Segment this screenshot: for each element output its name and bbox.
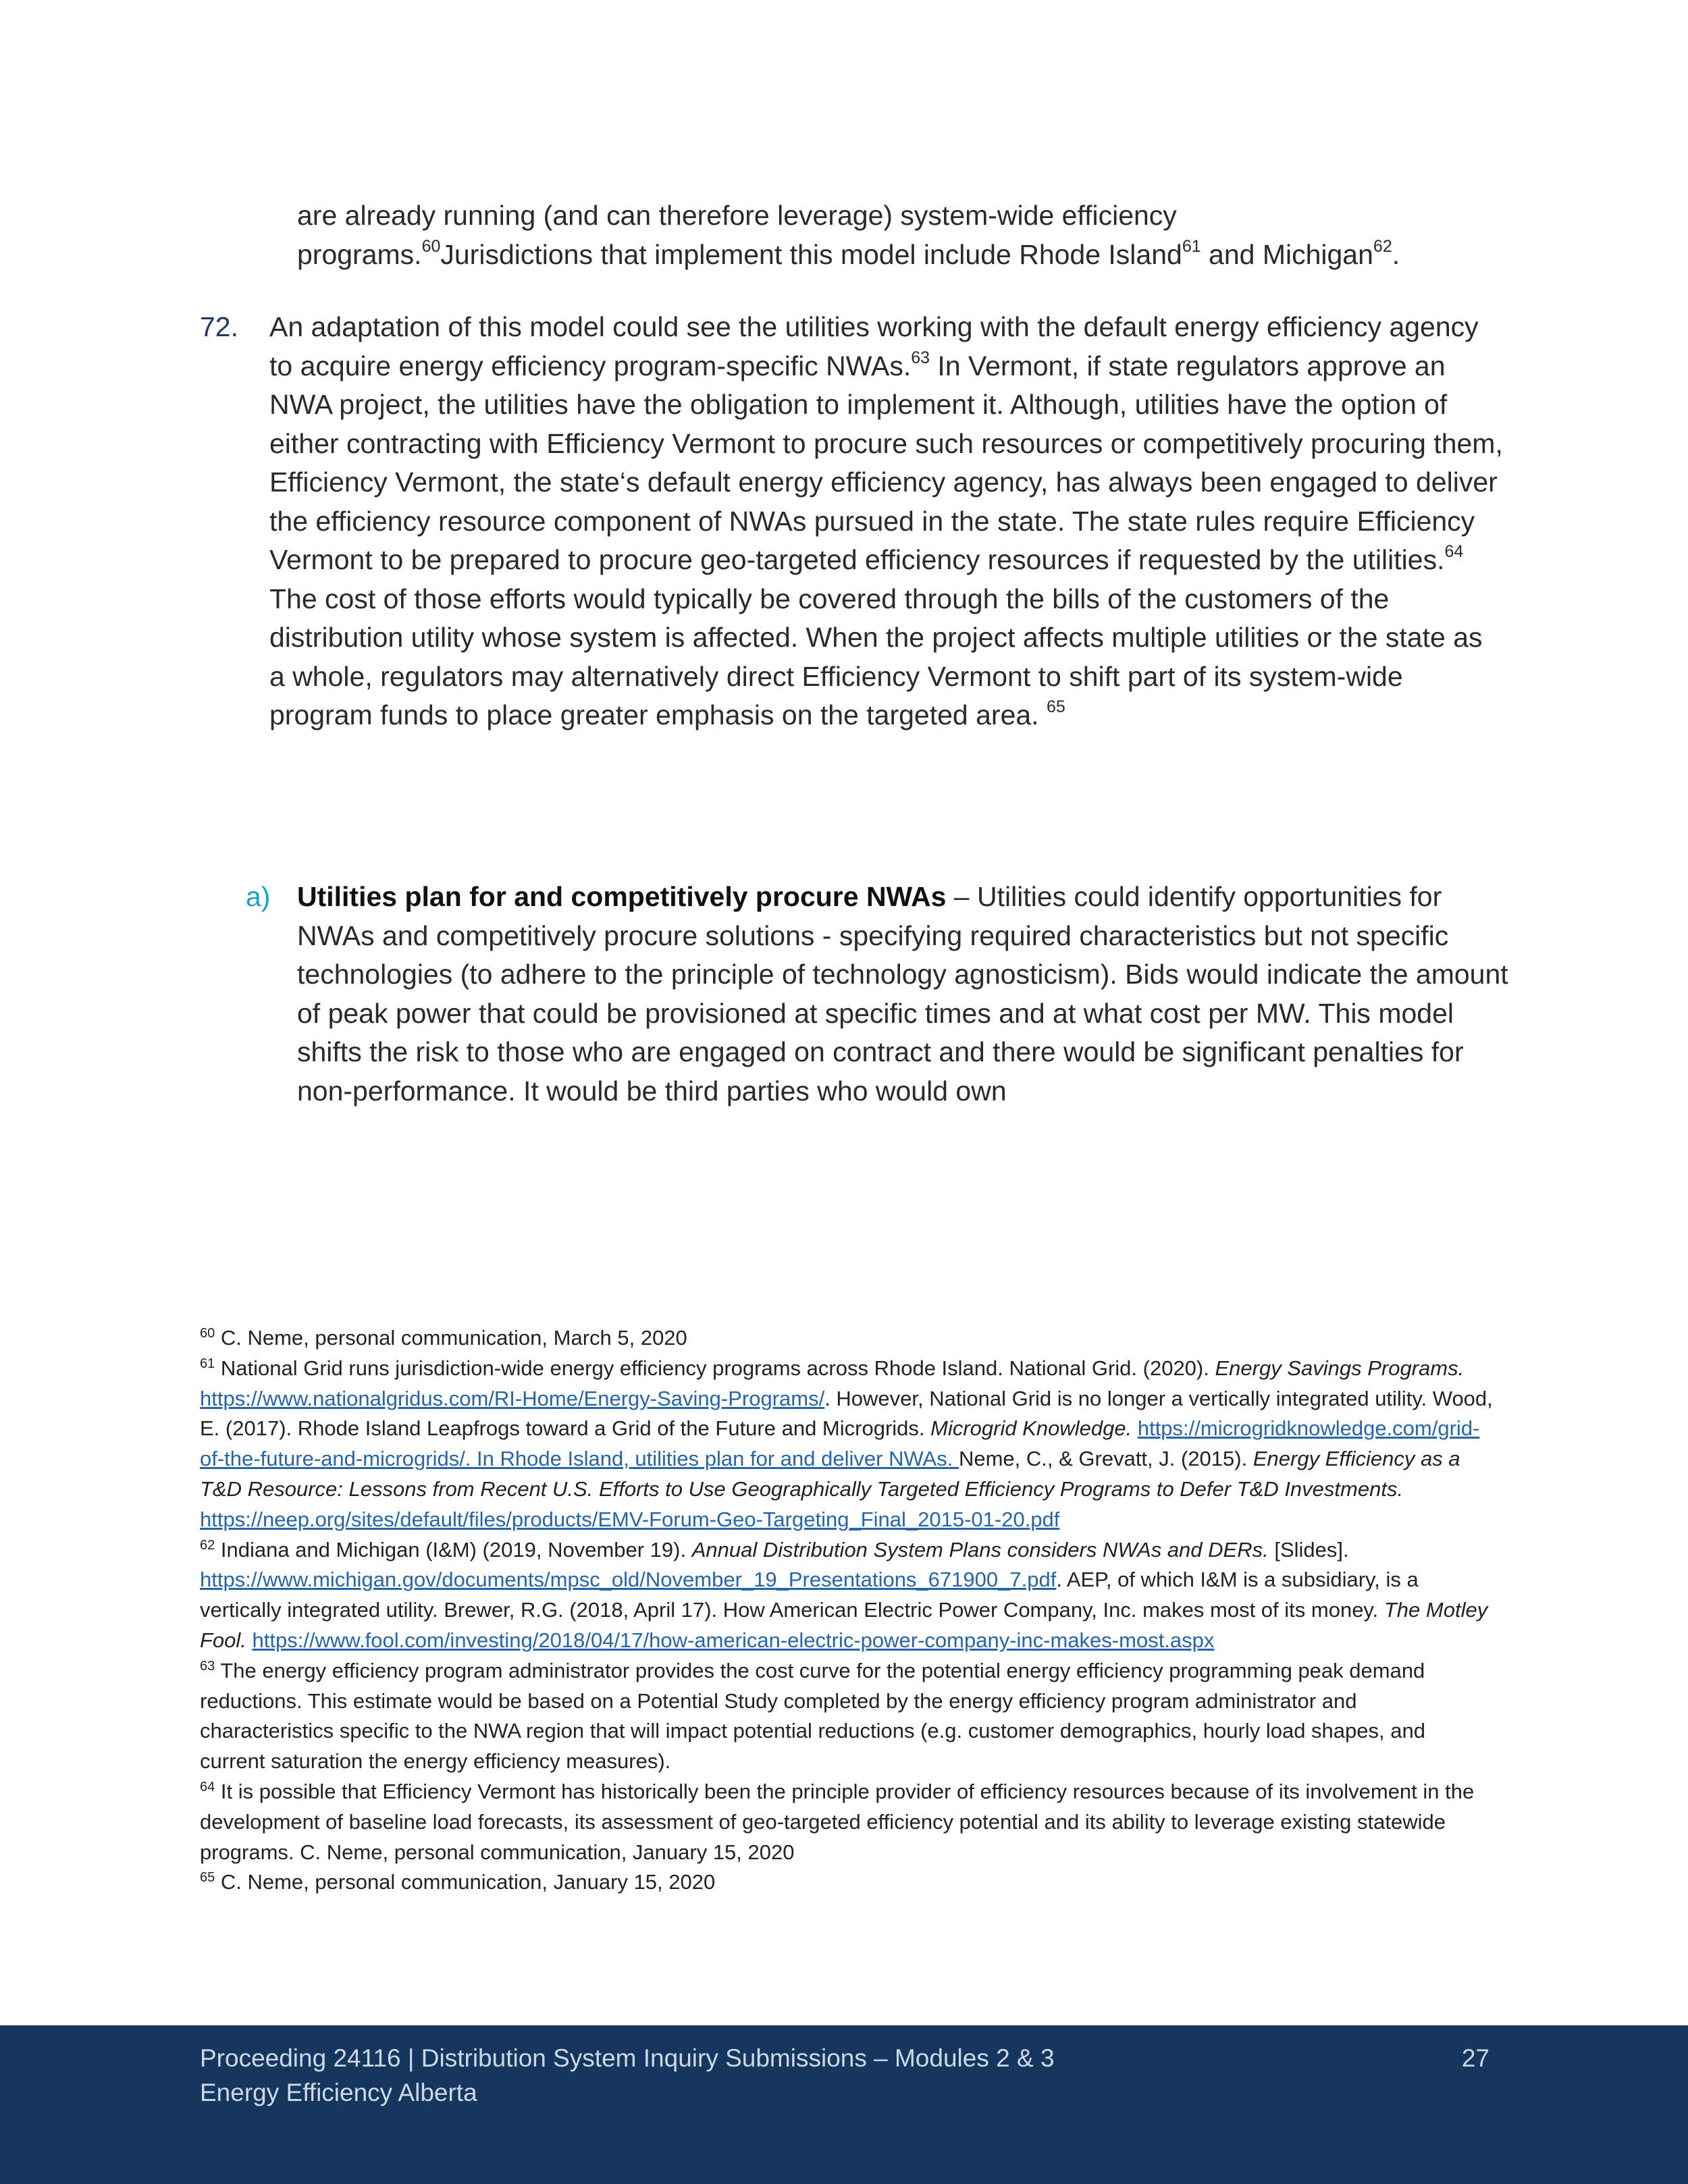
page-footer xyxy=(0,2025,1688,2184)
footnote-60: $^{60}$ C. Neme, personal communication, March 5, 2020 xyxy=(200,1326,687,1350)
list-item-a-text: Utilities plan for and competitively procure NWAs – Utilities could identify opportunities for NWAs and competitively procure solutions - specifying required characteristics but not specific technologies (to adhere to the principle of technology agnosticism). Bids would indicate the amount of peak power that could be provisioned at specific times and at what cost per MW. This model shifts the risk to those who are engaged on contract and there would be significant penalties for non-performance. It would be third parties who would own xyxy=(297,881,1508,1107)
footer-organization: Energy Efficiency Alberta xyxy=(200,2079,477,2106)
footnote-65: $^{65}$ C. Neme, personal communication, January 15, 2020 xyxy=(200,1870,716,1894)
continuation-line-1: are already running (and can therefore leverage) system-wide efficiency xyxy=(297,200,1177,231)
paragraph-number: 72. xyxy=(200,311,238,342)
paragraph-72 xyxy=(200,308,1503,735)
footer-text xyxy=(200,2041,1055,2110)
link-microgrid-knowledge[interactable]: https://microgridknowledge.com/grid-of-the-future-and-microgrids/. In Rhode Island, utilities plan for and deliver NWAs. xyxy=(200,1416,1480,1471)
footnote-ref-64[interactable]: 64 xyxy=(1444,542,1464,561)
continuation-paragraph xyxy=(297,196,1512,274)
footnote-ref-63[interactable]: 63 xyxy=(911,348,930,367)
list-item-heading: Utilities plan for and competitively procure NWAs xyxy=(297,881,947,912)
footer-proceeding: Proceeding 24116 | Distribution System Inquiry Submissions – Modules 2 & 3 xyxy=(200,2044,1055,2072)
page-number: 27 xyxy=(1461,2044,1489,2072)
footnote-ref-61[interactable]: 61 xyxy=(1182,236,1201,256)
footnote-64: $^{64}$ It is possible that Efficiency Vermont has historically been the principle provider of efficiency resources because of its involvement in the development of baseline load forecasts, its assessment of geo-targeted efficiency potential and its ability to leverage existing statewide programs. C. Neme, personal communication, January 15, 2020 xyxy=(200,1779,1475,1864)
link-national-grid[interactable]: https://www.nationalgridus.com/RI-Home/Energy-Saving-Programs/ xyxy=(200,1386,825,1410)
footnote-62: $^{62}$ Indiana and Michigan (I&M) (2019, November 19). Annual Distribution System Plans considers NWAs and DERs. [Slides]. https://www.michigan.gov/documents/mpsc_old/November_19_Presentations_671900_7.pdf. AEP, of which I&M is a subsidiary, is a vertically integrated utility. Brewer, R.G. (2018, April 17). How American Electric Power Company, Inc. makes most of its money. The Motley Fool. https://www.fool.com/investing/2018/04/17/how-american-electric-power-company-inc-makes-most.aspx xyxy=(200,1537,1488,1652)
paragraph-72-text: An adaptation of this model could see the utilities working with the default energy efficiency agency to acquire energy efficiency program-specific NWAs.$^{63}$ In Vermont, if state regulators approve an NWA project, the utilities have the obligation to implement it. Although, utilities have the option of either contracting with Efficiency Vermont to procure such resources or competitively procuring them, Efficiency Vermont, the state‘s default energy efficiency agency, has always been engaged to deliver the efficiency resource component of NWAs pursued in the state. The state rules require Efficiency Vermont to be prepared to procure geo-targeted efficiency resources if requested by the utilities.$^{64}$ The cost of those efforts would typically be covered through the bills of the customers of the distribution utility whose system is affected. When the project affects multiple utilities or the state as a whole, regulators may alternatively direct Efficiency Vermont to shift part of its system-wide program funds to place greater emphasis on the targeted area. $^{65}$ xyxy=(269,311,1503,730)
list-letter: a) xyxy=(246,881,271,912)
footnote-ref-60[interactable]: 60 xyxy=(421,236,441,256)
link-michigan-gov[interactable]: https://www.michigan.gov/documents/mpsc_old/November_19_Presentations_671900_7.pdf xyxy=(200,1568,1057,1592)
footnote-ref-62[interactable]: 62 xyxy=(1373,236,1392,256)
footnote-63: $^{63}$ The energy efficiency program administrator provides the cost curve for the potential energy efficiency programming peak demand reductions. This estimate would be based on a Potential Study completed by the energy efficiency program administrator and characteristics specific to the NWA region that will impact potential reductions (e.g. customer demographics, hourly load shapes, and current saturation the energy efficiency measures). xyxy=(200,1658,1425,1774)
list-item-a xyxy=(246,878,1515,1111)
continuation-line-2: programs.$^{60}$Jurisdictions that implement this model include Rhode Island$^{61}$ and Michigan$^{62}$. xyxy=(297,236,1400,270)
link-motley-fool[interactable]: https://www.fool.com/investing/2018/04/17/how-american-electric-power-company-inc-makes-most.aspx xyxy=(252,1628,1215,1652)
footnote-ref-65[interactable]: 65 xyxy=(1046,697,1065,716)
footnote-61: $^{61}$ National Grid runs jurisdiction-wide energy efficiency programs across Rhode Island. National Grid. (2020). Energy Savings Programs. https://www.nationalgridus.com/RI-Home/Energy-Saving-Programs/. However, National Grid is no longer a vertically integrated utility. Wood, E. (2017). Rhode Island Leapfrogs toward a Grid of the Future and Microgrids. Microgrid Knowledge. https://microgridknowledge.com/grid-of-the-future-and-microgrids/. In Rhode Island, utilities plan for and deliver NWAs. Neme, C., & Grevatt, J. (2015). Energy Efficiency as a T&D Resource: Lessons from Recent U.S. Efforts to Use Geographically Targeted Efficiency Programs to Defer T&D Investments. https://neep.org/sites/default/files/products/EMV-Forum-Geo-Targeting_Final_2015-01-20.pdf xyxy=(200,1356,1493,1531)
link-neep[interactable]: https://neep.org/sites/default/files/products/EMV-Forum-Geo-Targeting_Final_2015-01-20.pdf xyxy=(200,1507,1060,1531)
footnotes xyxy=(200,1323,1496,1898)
